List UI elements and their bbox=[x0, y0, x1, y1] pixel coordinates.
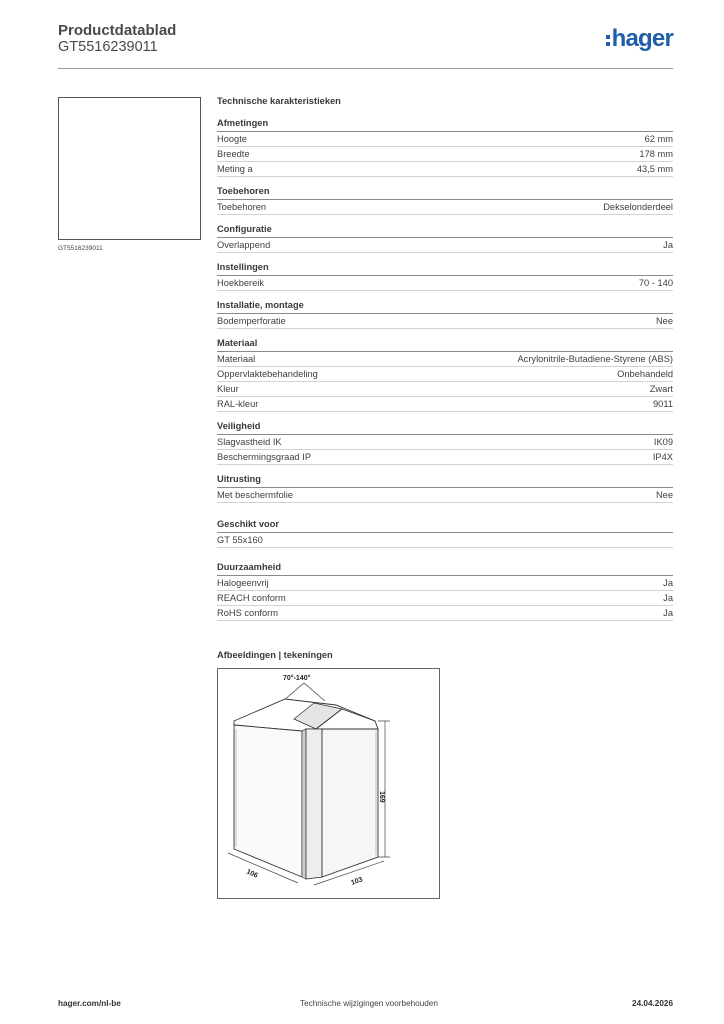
spec-row-value: Acrylonitrile-Butadiene-Styrene (ABS) bbox=[517, 354, 673, 364]
corner-piece-drawing bbox=[218, 669, 439, 898]
spec-row bbox=[217, 367, 673, 382]
spec-row bbox=[217, 382, 673, 397]
spec-section bbox=[217, 338, 673, 412]
spec-row-label: Kleur bbox=[217, 384, 239, 394]
logo-dots-icon bbox=[606, 35, 610, 46]
product-code: GT5516239011 bbox=[58, 39, 158, 55]
height-label: 169 bbox=[378, 791, 385, 803]
spec-row-label: Slagvastheid IK bbox=[217, 437, 282, 447]
spec-row bbox=[217, 576, 673, 591]
spec-section-durability bbox=[217, 562, 673, 621]
spec-row bbox=[217, 162, 673, 177]
width-left-label: 106 bbox=[245, 868, 259, 880]
durability-rows bbox=[217, 576, 673, 621]
spec-row-value: Onbehandeld bbox=[617, 369, 673, 379]
spec-section bbox=[217, 186, 673, 215]
spec-row-label: Overlappend bbox=[217, 240, 271, 250]
spec-row-value: Zwart bbox=[649, 384, 673, 394]
spec-row-label: Materiaal bbox=[217, 354, 256, 364]
spec-row bbox=[217, 200, 673, 215]
spec-section bbox=[217, 118, 673, 177]
spec-row-value: Ja bbox=[663, 593, 673, 603]
spec-row-value: 62 mm bbox=[644, 134, 673, 144]
spec-row-value: Nee bbox=[655, 316, 673, 326]
spec-row-label: Beschermingsgraad IP bbox=[217, 452, 312, 462]
spec-row-value: 178 mm bbox=[639, 149, 673, 159]
spec-title: Technische karakteristieken bbox=[217, 96, 341, 106]
spec-section-heading: Toebehoren bbox=[217, 186, 673, 200]
spec-row bbox=[217, 352, 673, 367]
spec-row-value: 43,5 mm bbox=[636, 164, 673, 174]
spec-row bbox=[217, 314, 673, 329]
spec-row-label: Halogeenvrij bbox=[217, 578, 269, 588]
spec-row bbox=[217, 238, 673, 253]
spec-row-label: RoHS conform bbox=[217, 608, 278, 618]
page-title: Productdatablad bbox=[58, 22, 177, 39]
spec-row-value: Ja bbox=[663, 240, 673, 250]
spec-row-value: 9011 bbox=[653, 399, 673, 409]
spec-row-label: Toebehoren bbox=[217, 202, 267, 212]
spec-row bbox=[217, 435, 673, 450]
technical-drawing bbox=[217, 668, 440, 899]
spec-row bbox=[217, 488, 673, 503]
spec-row bbox=[217, 450, 673, 465]
spec-row bbox=[217, 147, 673, 162]
width-right-label: 103 bbox=[350, 876, 364, 887]
spec-row-label: Bodemperforatie bbox=[217, 316, 286, 326]
footer-date: 24.04.2026 bbox=[632, 999, 673, 1008]
hager-logo bbox=[606, 27, 673, 51]
logo-text: hager bbox=[611, 25, 673, 52]
spec-section-heading: Duurzaamheid bbox=[217, 562, 673, 576]
spec-row-value: 70 - 140 bbox=[638, 278, 673, 288]
spec-section-heading: Geschikt voor bbox=[217, 519, 673, 533]
spec-row-label: GT 55x160 bbox=[217, 535, 263, 545]
spec-section-heading: Instellingen bbox=[217, 262, 673, 276]
header-divider bbox=[58, 68, 673, 69]
spec-row-label: Hoogte bbox=[217, 134, 247, 144]
spec-section bbox=[217, 474, 673, 503]
spec-row-value: IP4X bbox=[652, 452, 673, 462]
spec-section bbox=[217, 421, 673, 465]
spec-row-value: Nee bbox=[655, 490, 673, 500]
spec-row-label: Hoekbereik bbox=[217, 278, 265, 288]
spec-row bbox=[217, 276, 673, 291]
spec-row-label: REACH conform bbox=[217, 593, 286, 603]
spec-row-value: Ja bbox=[663, 608, 673, 618]
spec-section-heading: Veiligheid bbox=[217, 421, 673, 435]
angle-label: 70°-140° bbox=[283, 675, 311, 682]
spec-row-label: Oppervlaktebehandeling bbox=[217, 369, 318, 379]
spec-section-heading: Materiaal bbox=[217, 338, 673, 352]
spec-row-label: Breedte bbox=[217, 149, 250, 159]
footer-disclaimer: Technische wijzigingen voorbehouden bbox=[300, 999, 438, 1008]
spec-sections bbox=[217, 118, 673, 503]
spec-row bbox=[217, 533, 673, 548]
spec-section bbox=[217, 300, 673, 329]
spec-section-suitable bbox=[217, 519, 673, 548]
drawing-heading: Afbeeldingen | tekeningen bbox=[217, 650, 333, 660]
spec-row-value: Dekselonderdeel bbox=[603, 202, 673, 212]
spec-section-heading: Afmetingen bbox=[217, 118, 673, 132]
spec-row-label: Met beschermfolie bbox=[217, 490, 293, 500]
spec-row bbox=[217, 132, 673, 147]
spec-row-value: IK09 bbox=[653, 437, 673, 447]
spec-section-heading: Installatie, montage bbox=[217, 300, 673, 314]
spec-section-heading: Uitrusting bbox=[217, 474, 673, 488]
spec-row bbox=[217, 606, 673, 621]
spec-row-value: Ja bbox=[663, 578, 673, 588]
spec-row bbox=[217, 591, 673, 606]
spec-section bbox=[217, 224, 673, 253]
footer-website[interactable]: hager.com/nl-be bbox=[58, 999, 121, 1008]
spec-row-label: Meting a bbox=[217, 164, 253, 174]
spec-section-heading: Configuratie bbox=[217, 224, 673, 238]
thumbnail-caption: GT5516239011 bbox=[58, 245, 103, 252]
spec-table bbox=[217, 96, 673, 630]
product-thumbnail bbox=[58, 97, 201, 240]
spec-section bbox=[217, 262, 673, 291]
spec-row bbox=[217, 397, 673, 412]
spec-row-label: RAL-kleur bbox=[217, 399, 259, 409]
